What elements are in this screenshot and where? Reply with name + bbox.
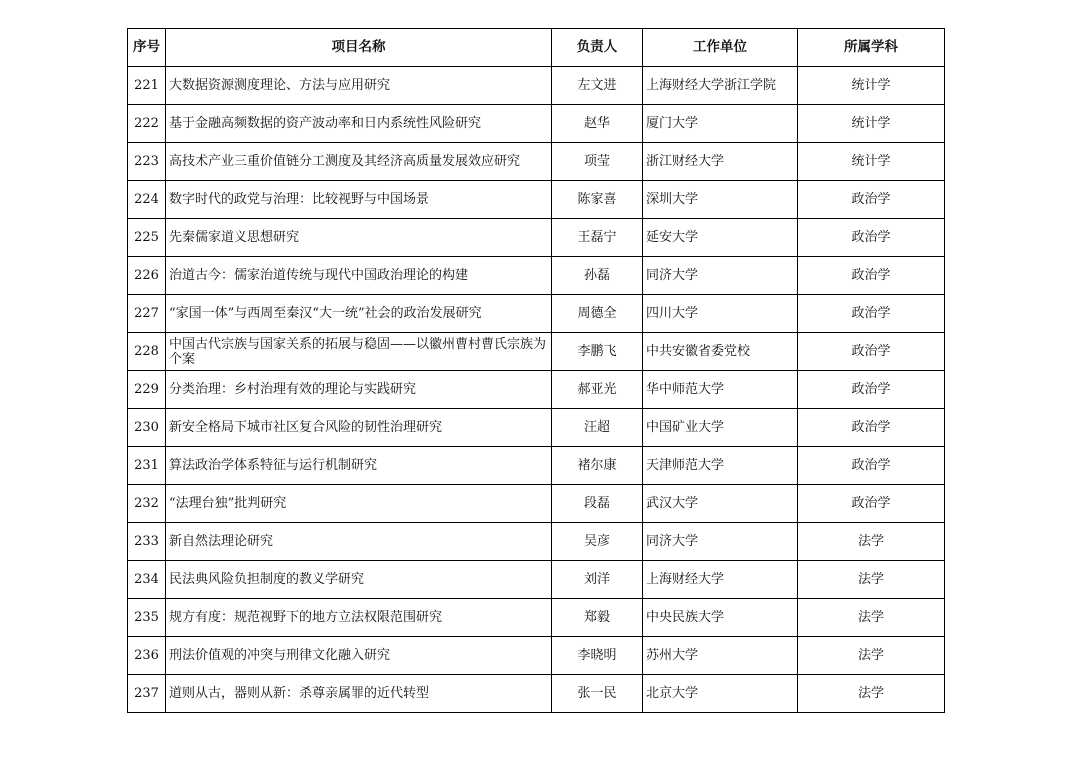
cell-institution: 延安大学 — [643, 219, 798, 257]
cell-project-name: 新安全格局下城市社区复合风险的韧性治理研究 — [166, 409, 552, 447]
header-leader: 负责人 — [552, 29, 643, 67]
cell-discipline: 政治学 — [798, 333, 945, 371]
cell-institution: 同济大学 — [643, 523, 798, 561]
cell-index: 232 — [128, 485, 166, 523]
cell-project-name: “法理台独”批判研究 — [166, 485, 552, 523]
cell-leader: 项莹 — [552, 143, 643, 181]
cell-institution: 中央民族大学 — [643, 599, 798, 637]
cell-institution: 同济大学 — [643, 257, 798, 295]
table-row — [128, 105, 945, 143]
table-row — [128, 485, 945, 523]
table-row — [128, 295, 945, 333]
table-row — [128, 599, 945, 637]
cell-index: 231 — [128, 447, 166, 485]
cell-discipline: 政治学 — [798, 295, 945, 333]
table-row — [128, 675, 945, 713]
cell-index: 237 — [128, 675, 166, 713]
cell-leader: 段磊 — [552, 485, 643, 523]
cell-discipline: 政治学 — [798, 371, 945, 409]
cell-leader: 周德全 — [552, 295, 643, 333]
table-row — [128, 637, 945, 675]
table-header-row — [128, 29, 945, 67]
cell-leader: 陈家喜 — [552, 181, 643, 219]
cell-index: 229 — [128, 371, 166, 409]
cell-project-name: 规方有度：规范视野下的地方立法权限范围研究 — [166, 599, 552, 637]
header-institution: 工作单位 — [643, 29, 798, 67]
cell-project-name: 先秦儒家道义思想研究 — [166, 219, 552, 257]
cell-project-name: “家国一体”与西周至秦汉“大一统”社会的政治发展研究 — [166, 295, 552, 333]
cell-index: 223 — [128, 143, 166, 181]
cell-index: 225 — [128, 219, 166, 257]
cell-institution: 北京大学 — [643, 675, 798, 713]
cell-leader: 刘洋 — [552, 561, 643, 599]
table-row — [128, 257, 945, 295]
cell-discipline: 法学 — [798, 637, 945, 675]
table-row — [128, 523, 945, 561]
cell-index: 235 — [128, 599, 166, 637]
cell-leader: 左文进 — [552, 67, 643, 105]
cell-discipline: 法学 — [798, 675, 945, 713]
cell-institution: 天津师范大学 — [643, 447, 798, 485]
cell-discipline: 政治学 — [798, 257, 945, 295]
table-row — [128, 181, 945, 219]
cell-index: 227 — [128, 295, 166, 333]
cell-leader: 李晓明 — [552, 637, 643, 675]
cell-leader: 郝亚光 — [552, 371, 643, 409]
table-row — [128, 333, 945, 371]
cell-discipline: 政治学 — [798, 447, 945, 485]
cell-institution: 四川大学 — [643, 295, 798, 333]
cell-index: 222 — [128, 105, 166, 143]
header-project-name: 项目名称 — [166, 29, 552, 67]
cell-index: 233 — [128, 523, 166, 561]
cell-leader: 李鹏飞 — [552, 333, 643, 371]
cell-institution: 上海财经大学 — [643, 561, 798, 599]
cell-leader: 张一民 — [552, 675, 643, 713]
cell-index: 230 — [128, 409, 166, 447]
cell-institution: 华中师范大学 — [643, 371, 798, 409]
cell-discipline: 法学 — [798, 599, 945, 637]
cell-index: 224 — [128, 181, 166, 219]
cell-discipline: 法学 — [798, 561, 945, 599]
cell-leader: 郑毅 — [552, 599, 643, 637]
cell-project-name: 数字时代的政党与治理：比较视野与中国场景 — [166, 181, 552, 219]
cell-discipline: 政治学 — [798, 219, 945, 257]
cell-institution: 武汉大学 — [643, 485, 798, 523]
cell-institution: 中国矿业大学 — [643, 409, 798, 447]
project-table — [127, 28, 945, 713]
cell-project-name: 大数据资源测度理论、方法与应用研究 — [166, 67, 552, 105]
cell-project-name: 中国古代宗族与国家关系的拓展与稳固——以徽州曹村曹氏宗族为个案 — [166, 333, 552, 371]
cell-leader: 赵华 — [552, 105, 643, 143]
cell-discipline: 政治学 — [798, 485, 945, 523]
cell-discipline: 统计学 — [798, 105, 945, 143]
cell-project-name: 治道古今：儒家治道传统与现代中国政治理论的构建 — [166, 257, 552, 295]
cell-discipline: 统计学 — [798, 67, 945, 105]
cell-institution: 中共安徽省委党校 — [643, 333, 798, 371]
table-row — [128, 371, 945, 409]
cell-discipline: 法学 — [798, 523, 945, 561]
table-row — [128, 409, 945, 447]
table-body — [128, 67, 945, 713]
cell-institution: 苏州大学 — [643, 637, 798, 675]
cell-project-name: 分类治理：乡村治理有效的理论与实践研究 — [166, 371, 552, 409]
cell-project-name: 算法政治学体系特征与运行机制研究 — [166, 447, 552, 485]
header-discipline: 所属学科 — [798, 29, 945, 67]
cell-project-name: 新自然法理论研究 — [166, 523, 552, 561]
table-row — [128, 447, 945, 485]
cell-discipline: 政治学 — [798, 409, 945, 447]
cell-leader: 褚尔康 — [552, 447, 643, 485]
cell-project-name: 基于金融高频数据的资产波动率和日内系统性风险研究 — [166, 105, 552, 143]
cell-index: 234 — [128, 561, 166, 599]
cell-leader: 汪超 — [552, 409, 643, 447]
cell-institution: 浙江财经大学 — [643, 143, 798, 181]
cell-index: 236 — [128, 637, 166, 675]
cell-institution: 上海财经大学浙江学院 — [643, 67, 798, 105]
cell-leader: 吴彦 — [552, 523, 643, 561]
table-row — [128, 561, 945, 599]
cell-leader: 孙磊 — [552, 257, 643, 295]
cell-leader: 王磊宁 — [552, 219, 643, 257]
cell-institution: 厦门大学 — [643, 105, 798, 143]
cell-project-name: 刑法价值观的冲突与刑律文化融入研究 — [166, 637, 552, 675]
cell-institution: 深圳大学 — [643, 181, 798, 219]
table-row — [128, 67, 945, 105]
cell-project-name: 民法典风险负担制度的教义学研究 — [166, 561, 552, 599]
cell-project-name: 高技术产业三重价值链分工测度及其经济高质量发展效应研究 — [166, 143, 552, 181]
table-row — [128, 143, 945, 181]
table-row — [128, 219, 945, 257]
cell-project-name: 道则从古，器则从新：杀尊亲属罪的近代转型 — [166, 675, 552, 713]
cell-index: 226 — [128, 257, 166, 295]
header-index: 序号 — [128, 29, 166, 67]
cell-index: 221 — [128, 67, 166, 105]
cell-discipline: 统计学 — [798, 143, 945, 181]
cell-index: 228 — [128, 333, 166, 371]
cell-discipline: 政治学 — [798, 181, 945, 219]
